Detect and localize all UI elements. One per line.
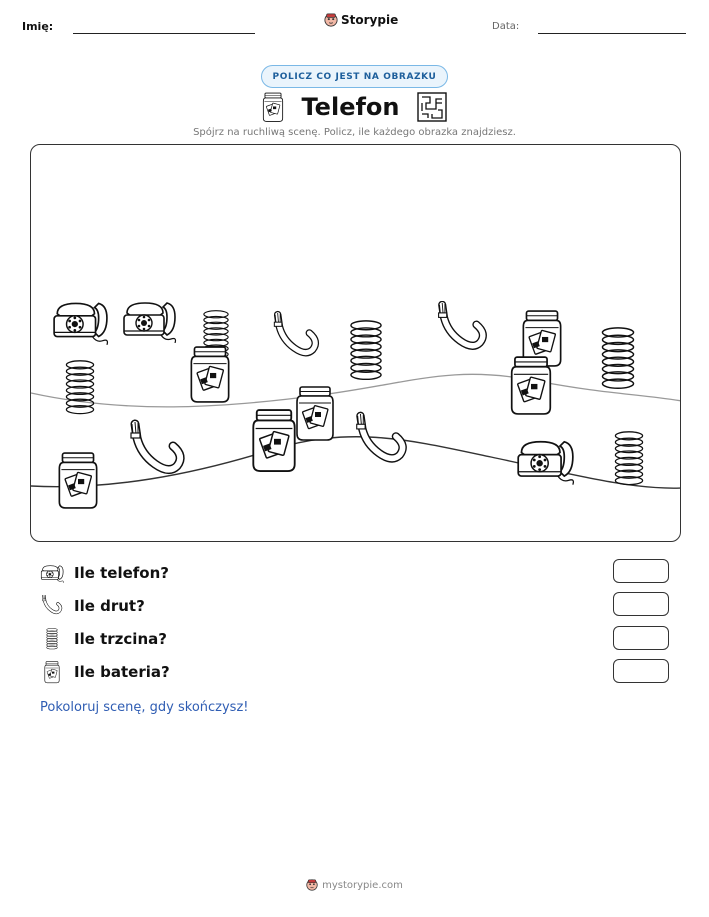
answer-box-jar[interactable] xyxy=(613,659,669,683)
telephone-icon xyxy=(54,303,107,344)
date-line[interactable] xyxy=(538,33,686,34)
telephone-icon xyxy=(518,442,573,485)
spring-icon xyxy=(351,321,381,379)
title-row xyxy=(0,90,709,124)
maze-icon xyxy=(417,92,447,122)
wire-icon xyxy=(357,414,403,458)
question-wire xyxy=(40,594,145,618)
jar-icon xyxy=(59,453,96,508)
closing-note: Pokoloruj scenę, gdy skończysz! xyxy=(40,700,249,715)
brand-logo xyxy=(324,13,398,27)
wire-icon xyxy=(40,595,64,617)
jar-icon xyxy=(297,387,333,440)
instructions: Spójrz na ruchliwą scenę. Policz, ile każdego obrazka znajdziesz. xyxy=(193,127,516,138)
wire-icon xyxy=(274,313,315,353)
subtitle-pill: POLICZ CO JEST NA OBRAZKU xyxy=(261,65,448,88)
telephone-icon xyxy=(40,563,64,583)
jar-icon xyxy=(40,660,64,684)
question-spring xyxy=(40,627,167,651)
wire-icon xyxy=(439,303,483,346)
answer-box-spring[interactable] xyxy=(613,626,669,650)
jar-icon xyxy=(191,347,228,402)
question-jar xyxy=(40,660,170,684)
busy-scene[interactable] xyxy=(30,144,681,542)
spring-icon xyxy=(40,628,64,650)
jar-icon xyxy=(253,410,294,471)
date-label: Data: xyxy=(492,21,520,32)
wire-icon xyxy=(131,422,180,470)
hill-line-upper xyxy=(31,374,681,407)
footer-site: mystorypie.com xyxy=(322,879,403,891)
spring-icon xyxy=(66,361,93,414)
jar-icon xyxy=(262,92,284,122)
question-text: Ile telefon? xyxy=(74,564,169,582)
name-line[interactable] xyxy=(73,33,255,34)
brand-name: Storypie xyxy=(341,13,399,27)
spring-icon xyxy=(615,432,642,485)
answer-box-telephone[interactable] xyxy=(613,559,669,583)
page-title: Telefon xyxy=(301,93,400,121)
jar-icon xyxy=(512,357,551,414)
question-telephone xyxy=(40,561,169,585)
answer-box-wire[interactable] xyxy=(613,592,669,616)
question-text: Ile bateria? xyxy=(74,663,170,681)
mascot-icon xyxy=(306,879,318,891)
question-text: Ile drut? xyxy=(74,597,145,615)
hill-line-lower xyxy=(31,437,681,488)
footer xyxy=(0,879,709,891)
question-text: Ile trzcina? xyxy=(74,630,167,648)
spring-icon xyxy=(602,328,633,388)
mascot-icon xyxy=(324,13,338,27)
name-label: Imię: xyxy=(22,20,54,33)
telephone-icon xyxy=(124,303,176,343)
